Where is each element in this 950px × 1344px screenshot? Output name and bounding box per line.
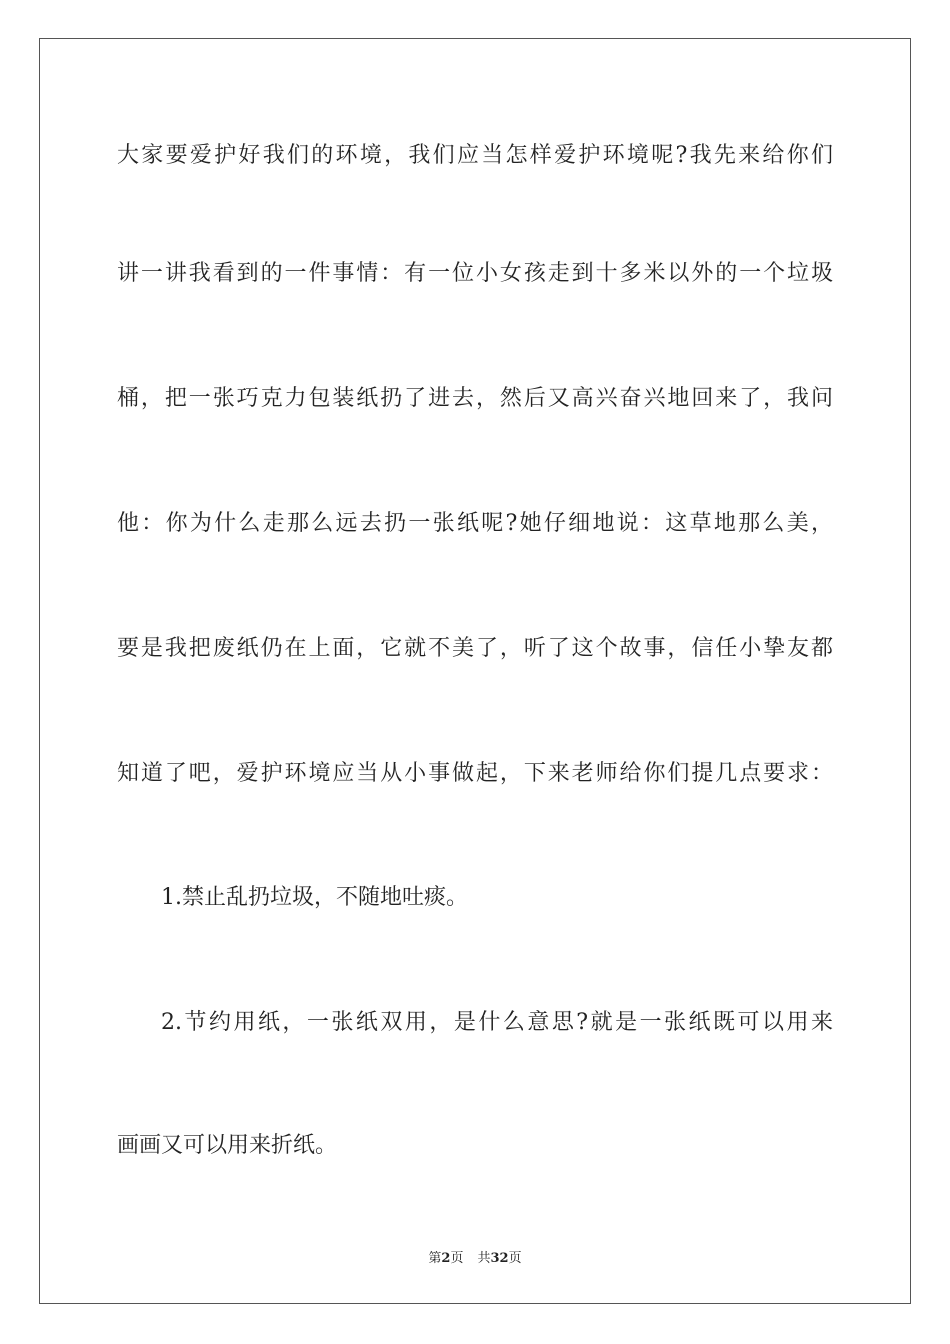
footer-total-prefix: 共 [477, 1251, 491, 1266]
page-footer [0, 1247, 950, 1266]
footer-total-pages: 32 [490, 1251, 509, 1266]
list-item-2-line-1: 2.节约用纸，一张纸双用，是什么意思?就是一张纸既可以用来 [161, 1010, 833, 1035]
paragraph-line-6: 知道了吧，爱护环境应当从小事做起，下来老师给你们提几点要求： [117, 761, 833, 786]
paragraph-line-3: 桶，把一张巧克力包装纸扔了进去，然后又高兴奋兴地回来了，我问 [117, 386, 833, 411]
list-item-2-line-2: 画画又可以用来折纸。 [117, 1133, 338, 1158]
paragraph-line-2: 讲一讲我看到的一件事情：有一位小女孩走到十多米以外的一个垃圾 [117, 261, 833, 286]
footer-page-number: 2 [441, 1251, 451, 1266]
footer-page-suffix: 页 [450, 1251, 464, 1266]
paragraph-line-1: 大家要爱护好我们的环境，我们应当怎样爱护环境呢?我先来给你们 [117, 143, 833, 168]
paragraph-line-5: 要是我把废纸仍在上面，它就不美了，听了这个故事，信任小挚友都 [117, 636, 833, 661]
paragraph-line-4: 他：你为什么走那么远去扔一张纸呢?她仔细地说：这草地那么美， [117, 511, 833, 536]
list-item-1: 1.禁止乱扔垃圾，不随地吐痰。 [161, 885, 468, 910]
page-border [39, 38, 911, 1304]
footer-page-prefix: 第 [428, 1251, 442, 1266]
footer-total-suffix: 页 [508, 1251, 522, 1266]
